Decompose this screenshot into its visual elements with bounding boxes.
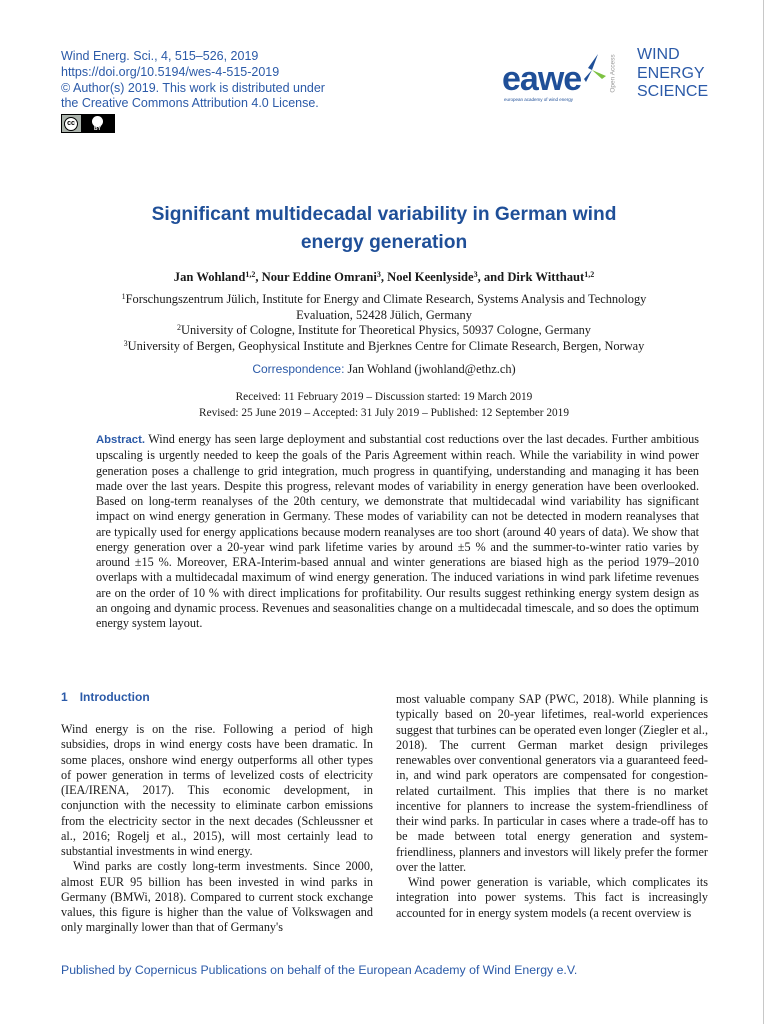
journal-name-line: WIND	[637, 46, 680, 63]
affiliation-mark: 3	[123, 338, 128, 348]
affiliation	[90, 292, 678, 323]
citation-journal: Wind Energ. Sci., 4, 515–526, 2019	[61, 49, 259, 63]
affiliation-text: University of Cologne, Institute for Theoretical Physics, 50937 Cologne, Germany	[181, 323, 591, 338]
citation-license-link[interactable]: the Creative Commons Attribution 4.0 License.	[61, 96, 319, 111]
dates-line: Revised: 25 June 2019 – Accepted: 31 July 2019 – Published: 12 September 2019	[199, 406, 569, 419]
citation-copyright: © Author(s) 2019. This work is distributed under	[61, 80, 325, 95]
page-footer: Published by Copernicus Publications on behalf of the European Academy of Wind Energy e.V.	[61, 963, 578, 977]
journal-name	[637, 46, 708, 102]
correspondence-label: Correspondence:	[252, 362, 345, 376]
author-separator: , and	[477, 270, 508, 284]
section-heading	[61, 690, 150, 704]
citation-doi-link[interactable]: https://doi.org/10.5194/wes-4-515-2019	[61, 64, 280, 79]
author-separator: ,	[255, 270, 262, 284]
publication-dates	[100, 390, 668, 421]
author-affiliation-mark: 1,2	[584, 270, 595, 279]
correspondence-email[interactable]: Jan Wohland (jwohland@ethz.ch)	[347, 362, 516, 376]
author-name: Nour Eddine Omrani	[261, 270, 377, 284]
affiliation-text: Forschungszentrum Jülich, Institute for Energy and Climate Research, Systems Analysis and Technology	[125, 292, 647, 306]
journal-logo[interactable]	[502, 46, 712, 106]
affiliation	[90, 339, 678, 355]
dates-line: Received: 11 February 2019 – Discussion started: 19 March 2019	[235, 391, 533, 403]
eawe-logo-subtitle: european academy of wind energy	[504, 97, 574, 102]
author-name: Dirk Witthaut	[507, 270, 585, 284]
body-column-right	[396, 692, 708, 921]
journal-name-line: ENERGY	[637, 64, 705, 82]
page-edge-line	[763, 0, 764, 1024]
paragraph: Wind parks are costly long-term investments. Since 2000, almost EUR 95 billion has been invested in wind parks in Germany (BMWi, 2018). Compared to current stock exchange values, this figure is higher than the value of Volkswagen and only marginally lower than that of Germany's	[61, 859, 373, 935]
author-affiliation-mark: 3	[376, 270, 381, 279]
by-label: BY	[94, 126, 101, 132]
author-name: Noel Keenlyside	[387, 270, 474, 284]
abstract-text: Wind energy has seen large deployment and substantial cost reductions over the last decades. Further ambitious upscaling is urgently needed to keep the goals of the Paris Agreement within reach. While the variability in wind power generation poses a challenge to grid integration, much progress in quantifying, understanding and managing it has been made over the last years. Despite this progress, relevant modes of variability in energy generation have been overlooked. Based on long-term reanalyses of the 20th century, we demonstrate that multidecadal wind variability has significant impact on wind energy generation in Germany. These modes of variability can not be detected in modern reanalyses that are typically used for energy applications because modern reanalyses are too short (around 40 years of data). We show that energy generation over a 20-year wind park lifetime varies by around ±5 % and the summer-to-winter ratio varies by around ±15 %. Moreover, ERA-Interim-based annual and winter generations are biased high as the period 1979–2010 overlaps with a multidecadal maximum of wind energy generation. The induced variations in wind park lifetime revenues are on the order of 10 % with direct implications for profitability. Our results suggest rethinking energy system design as an ongoing and dynamic process. Revenues and seasonalities change on a multidecadal timescale, and so does the optimum energy system layout.	[96, 432, 699, 630]
author-affiliation-mark: 1,2	[245, 270, 256, 279]
open-access-label: Open Access	[609, 54, 617, 93]
cc-by-license-badge[interactable]	[61, 114, 115, 133]
citation-block	[61, 49, 325, 112]
abstract-label: Abstract.	[96, 434, 145, 446]
section-title: Introduction	[79, 690, 150, 704]
paragraph: Wind energy is on the rise. Following a period of high subsidies, drops in wind energy costs have been dramatic. In some places, onshore wind energy outperforms all other types of power generation in terms of levelized costs of electricity (IEA/IRENA, 2017). This economic development, in conjunction with the necessity to eliminate carbon emissions from the electricity sector in the next decades (Schleussner et al., 2016; Rogelj et al., 2015), will most certainly lead to substantial investments in wind energy.	[61, 722, 373, 858]
paragraph: most valuable company SAP (PWC, 2018). While planning is typically based on 20-year lifetimes, real-world experiences suggest that turbines can be operated even longer (Ziegler et al., 2018). The current German market design privileges renewables over conventional generators via a guaranteed feed-in, and wind park operators are compensated for congestion-related curtailment. This implies that there is no market incentive for planners to increase the system-friendliness of their wind parks. In particular in cases where a trade-off has to be made between total energy generation and system-friendliness, planners and investors will likely prefer the former over the latter.	[396, 692, 709, 874]
body-column-left	[61, 722, 373, 936]
author-separator: ,	[380, 270, 388, 284]
creative-commons-icon: cc	[64, 117, 78, 131]
affiliation-list	[90, 292, 678, 354]
author-name: Jan Wohland	[173, 270, 246, 284]
affiliation-text: University of Bergen, Geophysical Institute and Bjerknes Centre for Climate Research, Bergen, Norway	[127, 338, 645, 353]
author-list	[80, 270, 688, 285]
affiliation	[90, 323, 678, 339]
section-number: 1	[61, 690, 68, 704]
title-line: energy generation	[300, 232, 468, 253]
correspondence	[100, 362, 668, 377]
abstract	[96, 432, 699, 631]
title-line: Significant multidecadal variability in German wind	[151, 204, 617, 225]
eawe-logo-text: eawe	[502, 60, 582, 98]
attribution-icon	[81, 115, 114, 132]
affiliation-mark: 1	[121, 292, 126, 301]
paper-title	[100, 201, 668, 257]
paragraph: Wind power generation is variable, which complicates its integration into power systems. This fact is increasingly accounted for in energy system models (a recent overview is	[396, 875, 708, 920]
journal-name-line: SCIENCE	[637, 83, 709, 100]
affiliation-text: Evaluation, 52428 Jülich, Germany	[296, 307, 472, 322]
author-affiliation-mark: 3	[473, 270, 478, 279]
affiliation-mark: 2	[177, 323, 182, 333]
